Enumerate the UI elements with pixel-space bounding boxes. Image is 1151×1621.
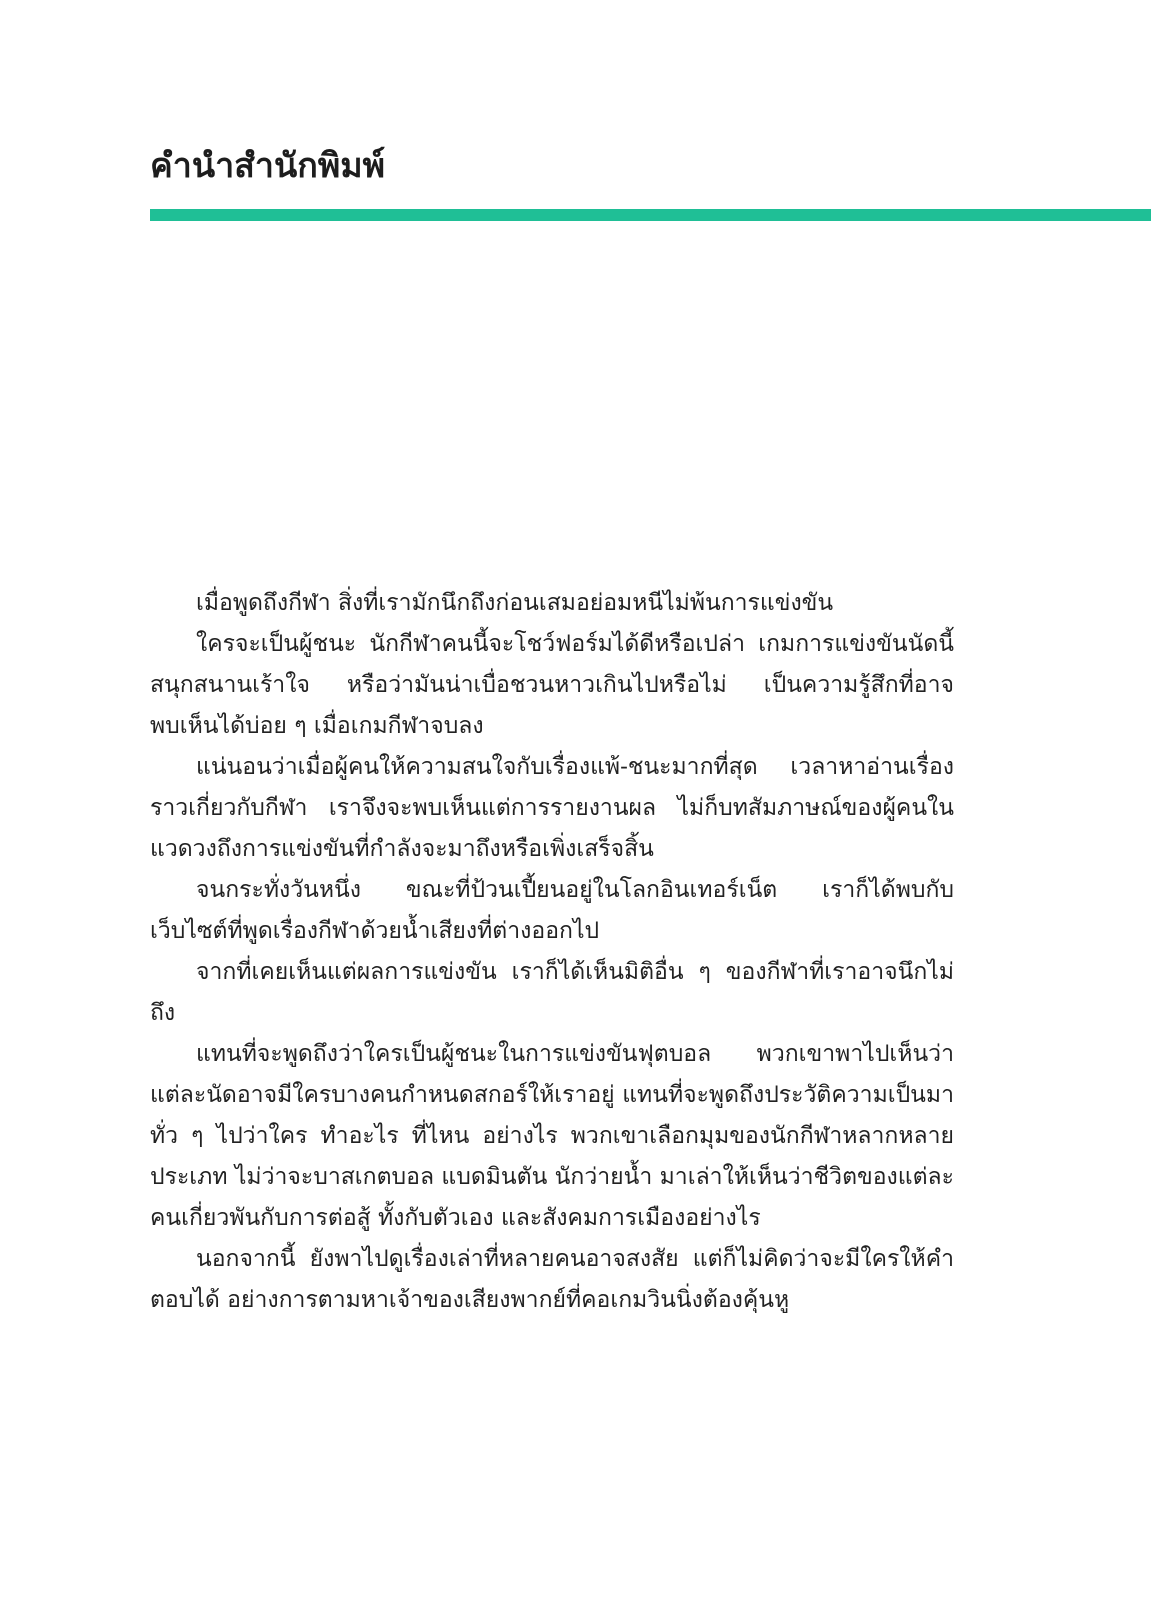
body-text	[150, 583, 954, 1321]
paragraph: แทนที่จะพูดถึงว่าใครเป็นผู้ชนะในการแข่งขันฟุตบอล พวกเขาพาไปเห็นว่าแต่ละนัดอาจมีใครบางคนกำหนดสกอร์ให้เราอยู่ แทนที่จะพูดถึงประวัติความเป็นมาทั่ว ๆ ไปว่าใคร ทำอะไร ที่ไหน อย่างไร พวกเขาเลือกมุมของนักกีฬาหลากหลายประเภท ไม่ว่าจะบาสเกตบอล แบดมินตัน นักว่ายน้ำ มาเล่าให้เห็นว่าชีวิตของแต่ละคนเกี่ยวพันกับการต่อสู้ ทั้งกับตัวเอง และสังคมการเมืองอย่างไร	[150, 1041, 954, 1231]
paragraph: จากที่เคยเห็นแต่ผลการแข่งขัน เราก็ได้เห็นมิติอื่น ๆ ของกีฬาที่เราอาจนึกไม่ถึง	[150, 959, 954, 1026]
paragraph: แน่นอนว่าเมื่อผู้คนให้ความสนใจกับเรื่องแพ้-ชนะมากที่สุด เวลาหาอ่านเรื่องราวเกี่ยวกับกีฬา เราจึงจะพบเห็นแต่การรายงานผล ไม่ก็บทสัมภาษณ์ของผู้คนในแวดวงถึงการแข่งขันที่กำลังจะมาถึงหรือเพิ่งเสร็จสิ้น	[150, 754, 954, 862]
page-title: คำนำสำนักพิมพ์	[150, 146, 386, 186]
paragraph: เมื่อพูดถึงกีฬา สิ่งที่เรามักนึกถึงก่อนเสมอย่อมหนีไม่พ้นการแข่งขัน	[196, 590, 834, 616]
paragraph: จนกระทั่งวันหนึ่ง ขณะที่ป้วนเปี้ยนอยู่ในโลกอินเทอร์เน็ต เราก็ได้พบกับเว็บไซต์ที่พูดเรื่องกีฬาด้วยน้ำเสียงที่ต่างออกไป	[150, 877, 954, 944]
paragraph: นอกจากนี้ ยังพาไปดูเรื่องเล่าที่หลายคนอาจสงสัย แต่ก็ไม่คิดว่าจะมีใครให้คำตอบได้ อย่างการตามหาเจ้าของเสียงพากย์ที่คอเกมวินนิ่งต้องคุ้นหู	[150, 1246, 954, 1313]
paragraph: ใครจะเป็นผู้ชนะ นักกีฬาคนนี้จะโชว์ฟอร์มได้ดีหรือเปล่า เกมการแข่งขันนัดนี้สนุกสนานเร้าใจ หรือว่ามันน่าเบื่อชวนหาวเกินไปหรือไม่ เป็นความรู้สึกที่อาจพบเห็นได้บ่อย ๆ เมื่อเกมกีฬาจบลง	[150, 631, 954, 739]
title-underline-rule	[150, 209, 1151, 221]
